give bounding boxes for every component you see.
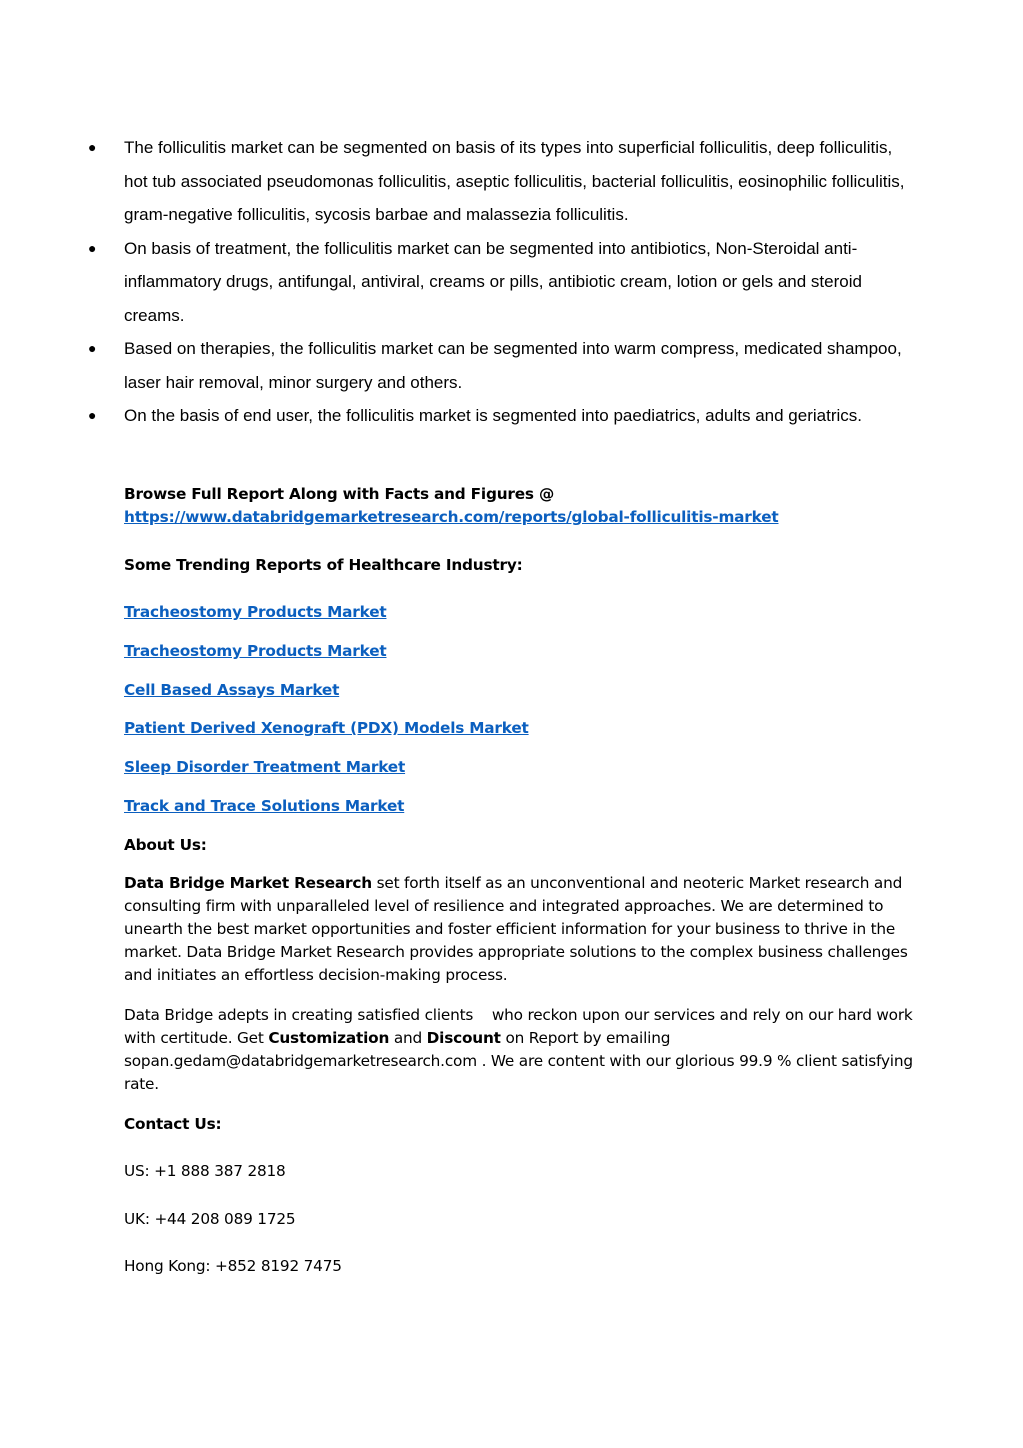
bullet-icon: ● <box>88 139 97 155</box>
bullet-icon: ● <box>88 340 97 356</box>
trending-link[interactable]: Patient Derived Xenograft (PDX) Models Market <box>124 719 529 737</box>
trending-link[interactable]: Tracheostomy Products Market <box>124 642 387 660</box>
clients-paragraph: Data Bridge adepts in creating satisfied clients who reckon upon our services and rely on our hard work with certitude. Get Customization and Discount on Report by emailing sopan.gedam@databridgemarketresearch.com . We are content with our glorious 99.9 % client satisfying rate. <box>124 1006 918 1093</box>
browse-label: Browse Full Report Along with Facts and Figures @ <box>124 485 555 503</box>
list-item: ● On basis of treatment, the folliculitis market can be segmented into antibiotics, Non-Steroidal anti-inflammatory drugs, antifungal, antiviral, creams or pills, antibiotic cream, lotion or gels and steroid creams. <box>88 232 918 333</box>
trending-link[interactable]: Sleep Disorder Treatment Market <box>124 758 406 776</box>
contact-hk-phone: Hong Kong: +852 8192 7475 <box>124 1257 342 1275</box>
company-name: Data Bridge Market Research <box>124 874 372 892</box>
browse-section <box>124 483 914 529</box>
list-item: ● On the basis of end user, the folliculitis market is segmented into paediatrics, adults and geriatrics. <box>88 399 918 433</box>
bullet-icon: ● <box>88 239 97 256</box>
segmentation-list <box>88 131 918 433</box>
about-heading: About Us: <box>124 836 207 854</box>
customization-text: Customization <box>268 1029 390 1047</box>
about-paragraph: Data Bridge Market Research set forth itself as an unconventional and neoteric Market research and consulting firm with unparalleled level of resilience and integrated approaches. We are determined to unearth the best market opportunities and foster efficient information for your business to thrive in the market. Data Bridge Market Research provides appropriate solutions to the complex business challenges and initiates an effortless decision-making process. <box>124 874 908 984</box>
trending-link[interactable]: Cell Based Assays Market <box>124 681 340 699</box>
contact-us-phone: US: +1 888 387 2818 <box>124 1162 286 1180</box>
contact-uk-phone: UK: +44 208 089 1725 <box>124 1210 296 1228</box>
list-item: ● The folliculitis market can be segmented on basis of its types into superficial folliculitis, deep folliculitis, hot tub associated pseudomonas folliculitis, aseptic folliculitis, bacterial folliculitis, eosinophilic folliculitis, gram-negative folliculitis, sycosis barbae and malassezia folliculitis. <box>88 131 918 232</box>
report-link[interactable]: https://www.databridgemarketresearch.com/reports/global-folliculitis-market <box>124 508 779 526</box>
bullet-icon: ● <box>88 407 97 423</box>
list-item: ● Based on therapies, the folliculitis market can be segmented into warm compress, medicated shampoo, laser hair removal, minor surgery and others. <box>88 332 918 399</box>
trending-link[interactable]: Track and Trace Solutions Market <box>124 797 405 815</box>
trending-heading: Some Trending Reports of Healthcare Industry: <box>124 556 523 574</box>
discount-text: Discount <box>426 1029 501 1047</box>
trending-link[interactable]: Tracheostomy Products Market <box>124 603 387 621</box>
contact-heading: Contact Us: <box>124 1115 222 1133</box>
